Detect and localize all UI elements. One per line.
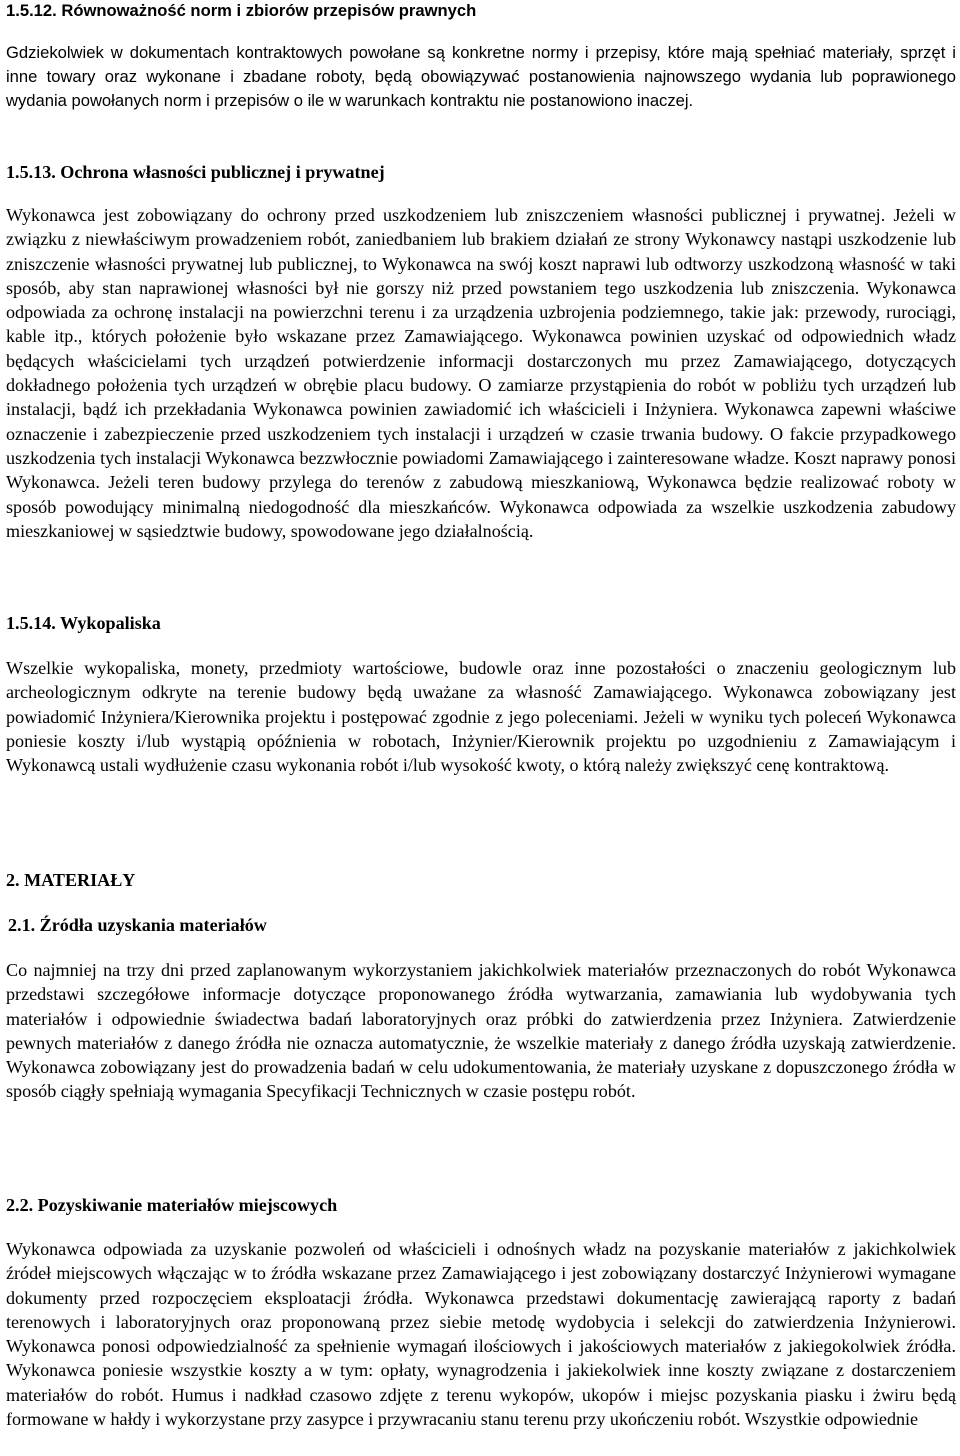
section-body-2-2: Wykonawca odpowiada za uzyskanie pozwoleń od właścicieli i odnośnych władz na pozyskanie materiałów z jakichkolwiek źródeł miejscowych włączając w to źródła wskazane przez Zamawiającego i jest zobowiązany dostarczyć Inżynierowi wymagane dokumenty przed rozpoczęciem eksploatacji źródła. Wykonawca przedstawi dokumentację zawierającą raporty z badań terenowych i laboratoryjnych oraz proponowaną przez siebie metodę wydobycia i selekcji do zatwierdzenia Inżynierowi. Wykonawca ponosi odpowiedzialność za spełnienie wymagań ilościowych i jakościowych materiałów z jakiegokolwiek źródła. Wykonawca poniesie wszystkie koszty a w tym: opłaty, wynagrodzenia i jakiekolwiek inne koszty związane z dostarczeniem materiałów do robót. Humus i nadkład czasowo zdjęte z terenu wykopów, ukopów i miejsc pozyskania piasku i żwiru będą formowane w hałdy i wykorzystane przy zasypce i przywracaniu stanu terenu przy ukończeniu robót. Wszystkie odpowiednie xyxy=(6,1239,956,1430)
section-number: 1.5.13. xyxy=(6,162,56,182)
section-heading-2-2: 2.2. Pozyskiwanie materiałów miejscowych xyxy=(6,1195,338,1215)
section-title: Ochrona własności publicznej i prywatnej xyxy=(60,162,385,182)
section-body-1-5-12: Gdziekolwiek w dokumentach kontraktowych powołane są konkretne normy i przepisy, które mają spełniać materiały, sprzęt i inne towary oraz wykonane i zbadane roboty, będą obowiązywać postanowienia najnowszego wydania lub poprawionego wydania powołanych norm i przepisów o ile w warunkach kontraktu nie postanowiono inaczej. xyxy=(6,43,956,110)
section-body-1-5-13-part1: Wykonawca jest zobowiązany do ochrony przed uszkodzeniem lub zniszczeniem własności publicznej i prywatnej. xyxy=(6,205,886,225)
section-body-1-5-13 xyxy=(6,203,956,543)
section-heading-1-5-12: 1.5.12. Równoważność norm i zbiorów przepisów prawnych xyxy=(6,1,477,20)
section-body-1-5-13-part2: Jeżeli w związku z niewłaściwym prowadzeniem robót, zaniedbaniem lub brakiem działań ze strony Wykonawcy nastąpi uszkodzenie lub zniszczenie własności prywatnej lub publicznej, to Wykonawca na swój koszt naprawi lub odtworzy uszkodzoną własność w taki sposób, aby stan naprawionej własności był nie gorszy niż przed powstaniem tego uszkodzenia lub zniszczenia. Wykonawca odpowiada za ochronę instalacji na powierzchni terenu i za urządzenia uzbrojenia podziemnego, takie jak: przewody, rurociągi, kable itp., których położenie było wskazane przez Zamawiającego. Wykonawca powinien uzyskać od odpowiednich władz będących właścicielami tych urządzeń potwierdzenie informacji dostarczonych mu przez Zamawiającego, dotyczących dokładnego położenia tych urządzeń w obrębie placu budowy. O zamiarze przystąpienia do robót w pobliżu tych urządzeń lub instalacji, bądź ich przekładania Wykonawca powinien zawiadomić ich właścicieli i Inżyniera. Wykonawca zapewni właściwe oznaczenie i zabezpieczenie przed uszkodzeniem tych instalacji i urządzeń w czasie trwania budowy. O fakcie przypadkowego uszkodzenia tych instalacji Wykonawca bezzwłocznie powiadomi Zamawiającego i zainteresowane władze. Koszt naprawy ponosi Wykonawca. Jeżeli teren budowy przylega do terenów z zabudową mieszkaniową, Wykonawca będzie realizować roboty w sposób powodujący minimalną niedogodność dla mieszkańców. Wykonawca odpowiada za wszelkie uszkodzenia zabudowy mieszkaniowej w sąsiedztwie budowy, spowodowane jego działalnością. xyxy=(6,205,956,541)
section-heading-2-1: 2.1. Źródła uzyskania materiałów xyxy=(8,915,267,935)
section-heading-1-5-14: 1.5.14. Wykopaliska xyxy=(6,613,161,633)
section-heading-1-5-13 xyxy=(6,161,385,183)
chapter-heading-2: 2. MATERIAŁY xyxy=(6,870,136,890)
section-body-1-5-14: Wszelkie wykopaliska, monety, przedmioty wartościowe, budowle oraz inne pozostałości o znaczeniu geologicznym lub archeologicznym odkryte na terenie budowy będą uważane za własność Zamawiającego. Wykonawca zobowiązany jest powiadomić Inżyniera/Kierownika projektu i postępować zgodnie z jego poleceniami. Jeżeli w wyniku tych poleceń Wykonawca poniesie koszty i/lub wystąpią opóźnienia w robotach, Inżynier/Kierownik projektu po uzgodnieniu z Zamawiającym i Wykonawcą ustali wydłużenie czasu wykonania robót i/lub wysokość kwoty, o którą należy zwiększyć cenę kontraktową. xyxy=(6,658,956,776)
section-body-2-1: Co najmniej na trzy dni przed zaplanowanym wykorzystaniem jakichkolwiek materiałów przeznaczonych do robót Wykonawca przedstawi szczegółowe informacje dotyczące proponowanego źródła wytwarzania, zamawiania lub wydobywania tych materiałów i odpowiednie świadectwa badań laboratoryjnych oraz próbki do zatwierdzenia przez Inżyniera. Zatwierdzenie pewnych materiałów z danego źródła nie oznacza automatycznie, że wszelkie materiały z danego źródła uzyskają zatwierdzenie. Wykonawca zobowiązany jest do prowadzenia badań w celu udokumentowania, że materiały uzyskane z dopuszczonego źródła w sposób ciągły spełniają wymagania Specyfikacji Technicznych w czasie postępu robót. xyxy=(6,960,956,1102)
